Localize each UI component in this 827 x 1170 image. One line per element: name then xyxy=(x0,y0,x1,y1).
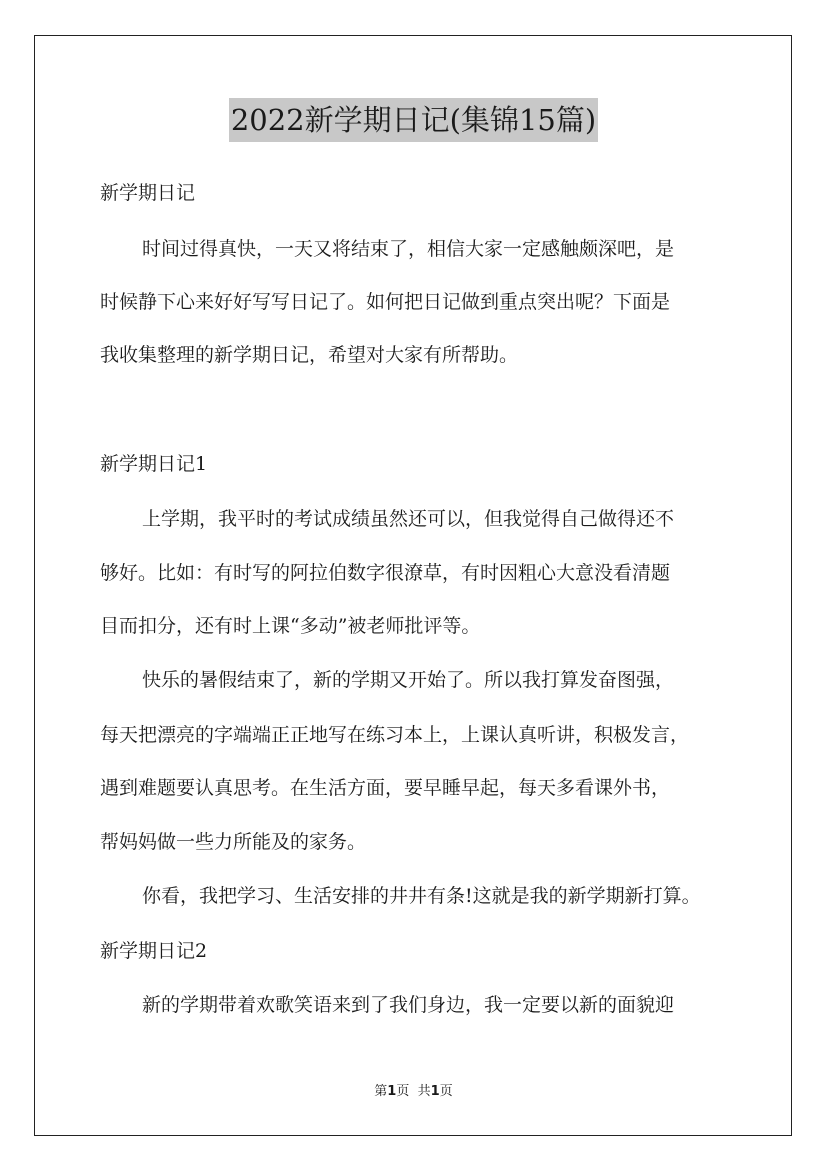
intro-line-3: 我收集整理的新学期日记，希望对大家有所帮助。 xyxy=(100,344,519,366)
footer-total-prefix: 共 xyxy=(417,1084,431,1099)
para2-line-4: 帮妈妈做一些力所能及的家务。 xyxy=(100,831,367,853)
section-heading-2: 新学期日记2 xyxy=(100,940,208,962)
para1-line-3: 目而扣分，还有时上课“多动”被老师批评等。 xyxy=(100,615,481,637)
document-title: 2022新学期日记(集锦15篇) xyxy=(229,98,598,142)
section-heading: 新学期日记 xyxy=(100,182,196,204)
para4-line-1: 新的学期带着欢歌笑语来到了我们身边，我一定要以新的面貌迎 xyxy=(142,994,675,1016)
section-heading-1: 新学期日记1 xyxy=(100,453,208,475)
para1-line-1: 上学期，我平时的考试成绩虽然还可以，但我觉得自己做得还不 xyxy=(142,508,675,530)
para2-line-2: 每天把漂亮的字端端正正地写在练习本上，上课认真听讲，积极发言， xyxy=(100,724,690,746)
title-container xyxy=(0,98,827,142)
para2-line-3: 遇到难题要认真思考。在生活方面，要早睡早起，每天多看课外书， xyxy=(100,777,671,799)
footer-total-suffix: 页 xyxy=(439,1084,453,1099)
footer-page-number: 1 xyxy=(387,1084,397,1099)
para2-line-1: 快乐的暑假结束了，新的学期又开始了。所以我打算发奋图强， xyxy=(142,669,675,691)
intro-line-2: 时候静下心来好好写写日记了。如何把日记做到重点突出呢？下面是 xyxy=(100,291,671,313)
para3-line-1: 你看，我把学习、生活安排的井井有条!这就是我的新学期新打算。 xyxy=(142,885,701,907)
page-footer xyxy=(0,1084,827,1100)
footer-prefix: 第 xyxy=(374,1084,388,1099)
intro-line-1: 时间过得真快，一天又将结束了，相信大家一定感触颇深吧，是 xyxy=(142,238,675,260)
footer-page-suffix: 页 xyxy=(396,1084,410,1099)
para1-line-2: 够好。比如：有时写的阿拉伯数字很潦草，有时因粗心大意没看清题 xyxy=(100,562,671,584)
footer-total-pages: 1 xyxy=(430,1084,440,1099)
